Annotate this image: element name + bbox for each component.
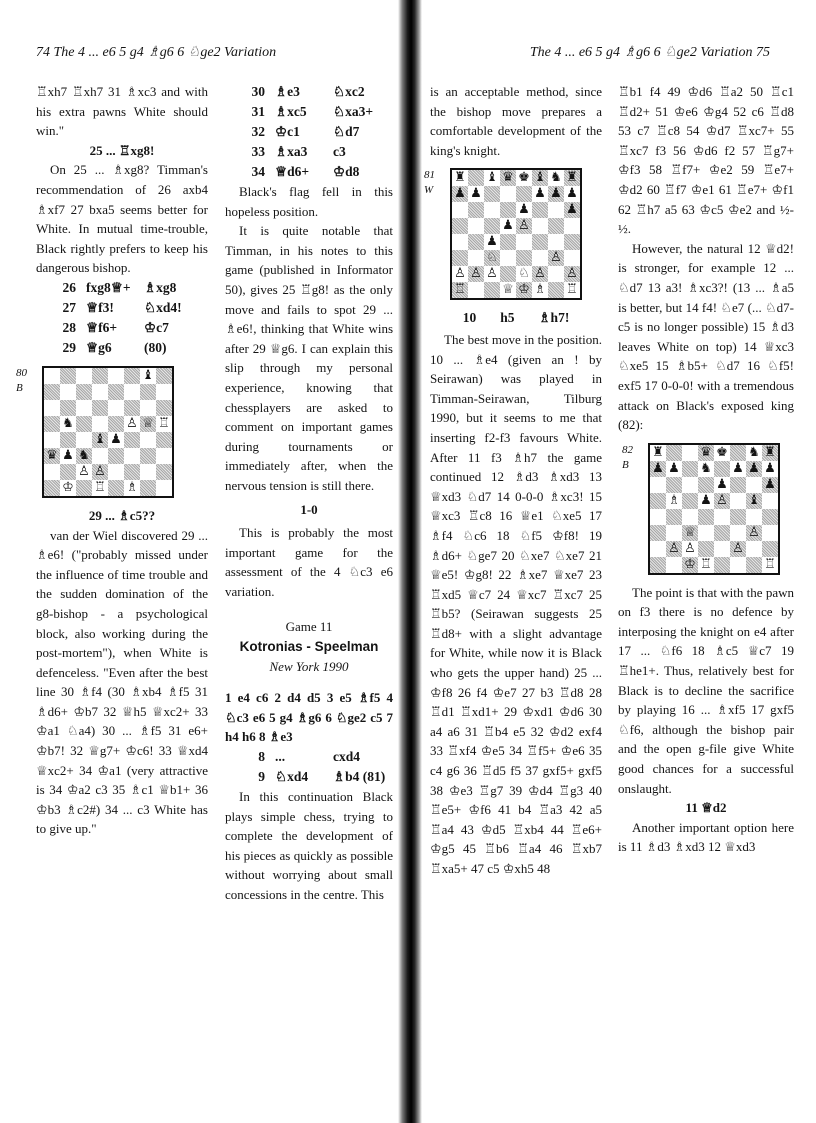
left-column-a <box>16 82 208 839</box>
paragraph: On 25 ... ♗xg8? Timman's recommendation of 26 axb4 ♗xf7 27 bxa5 seems better for White. In mutual time-trouble, Black rightly prefers to keep his dangerous bishop. <box>36 162 208 276</box>
board-square <box>468 218 484 234</box>
chessboard <box>42 366 174 498</box>
chess-piece-icon: ♖ <box>698 557 714 573</box>
board-square <box>92 448 108 464</box>
move-list <box>239 82 393 182</box>
paragraph: ♖xh7 ♖xh7 31 ♗xc3 and with his extra pawns White should win." <box>36 84 208 139</box>
chess-piece-icon: ♙ <box>548 250 564 266</box>
chess-diagram-80 <box>16 366 208 498</box>
board-square <box>730 509 746 525</box>
board-square <box>548 218 564 234</box>
board-square <box>666 445 682 461</box>
chess-piece-icon: ♗ <box>666 493 682 509</box>
chess-piece-icon: ♔ <box>60 480 76 496</box>
chessboard <box>648 443 780 575</box>
chess-piece-icon: ♘ <box>516 266 532 282</box>
board-square <box>682 477 698 493</box>
chess-piece-icon: ♟ <box>698 493 714 509</box>
board-square <box>452 250 468 266</box>
chess-piece-icon: ♙ <box>666 541 682 557</box>
chess-piece-icon: ♞ <box>60 416 76 432</box>
chess-piece-icon: ♖ <box>762 557 778 573</box>
board-square <box>108 464 124 480</box>
chess-piece-icon: ♝ <box>532 170 548 186</box>
chess-piece-icon: ♘ <box>484 250 500 266</box>
chessboard <box>450 168 582 300</box>
chess-piece-icon: ♜ <box>762 445 778 461</box>
board-square <box>108 400 124 416</box>
board-square <box>108 480 124 496</box>
board-square <box>698 509 714 525</box>
board-square <box>44 400 60 416</box>
board-square <box>60 368 76 384</box>
board-square <box>60 464 76 480</box>
game-header <box>225 617 393 676</box>
board-square <box>60 384 76 400</box>
chess-piece-icon: ♟ <box>468 186 484 202</box>
move-row: 27 ♕f3! ♘xd4! <box>62 299 182 315</box>
board-square <box>746 541 762 557</box>
paragraph: However, the natural 12 ♕d2! is stronger, for example 12 ... ♘d7 13 a3! ♗xc3?! (13 ... ♗a5 is better, but 14 f4! ♘e7 (... ♘d7-c5 is no longer possible) 15 ♗d3 leaves White on top) 14 ♕xc3 ♘xe5 15 ♗b5+ ♘d7 16 ♘f5! exf5 17 0-0-0! with a tremendous attack on Black's exposed king (82): <box>618 240 794 433</box>
board-square <box>500 186 516 202</box>
diagram-label: 81 W <box>424 169 435 197</box>
move-row: 8 ... cxd4 <box>258 749 360 765</box>
board-square <box>730 445 746 461</box>
board-square <box>124 384 140 400</box>
board-square <box>682 509 698 525</box>
board-square <box>468 170 484 186</box>
board-square <box>762 509 778 525</box>
board-square <box>44 384 60 400</box>
board-square <box>532 234 548 250</box>
board-square <box>452 202 468 218</box>
board-square <box>44 480 60 496</box>
chess-piece-icon: ♙ <box>484 266 500 282</box>
chess-piece-icon: ♟ <box>564 202 580 218</box>
chess-piece-icon: ♟ <box>564 186 580 202</box>
chess-diagram-81 <box>424 168 602 300</box>
board-square <box>76 480 92 496</box>
board-square <box>108 368 124 384</box>
board-square <box>548 266 564 282</box>
chess-piece-icon: ♟ <box>516 202 532 218</box>
board-square <box>156 464 172 480</box>
chess-piece-icon: ♞ <box>548 170 564 186</box>
chess-piece-icon: ♟ <box>666 461 682 477</box>
chess-diagram-82 <box>622 443 794 575</box>
board-square <box>140 400 156 416</box>
board-square <box>44 368 60 384</box>
board-square <box>730 493 746 509</box>
move-row: 26 fxg8♕+ ♗xg8 <box>62 279 177 295</box>
chess-piece-icon: ♝ <box>484 170 500 186</box>
board-square <box>746 557 762 573</box>
chess-piece-icon: ♟ <box>484 234 500 250</box>
board-square <box>484 186 500 202</box>
chess-piece-icon: ♟ <box>108 432 124 448</box>
paragraph: ♖b1 f4 49 ♔d6 ♖a2 50 ♖c1 ♖d2+ 51 ♔e6 ♔g4 52 c6 ♖d8 53 c7 ♖c8 54 ♔d7 ♖xc7+ 55 ♖xc7 f3 56 ♔d6 f2 57 ♖g7+ ♔f3 58 ♖f7+ ♔e2 59 ♖e7+ ♔d2 60 ♖f7 ♔e1 61 ♖e7+ ♔f1 62 ♖h7 a5 63 ♔c5 ♔e2 and ½-½. <box>618 84 794 237</box>
paragraph: It is quite notable that Timman, in his notes to this game (published in Informator 50), gives 25 ♖g8! as the only move and fails to spot 29 ... ♗e6!, thinking that White wins after 29 ♕g6. I can explain this slip through my personal experience, knowing that chessplayers are asked to comment on important games during tournaments or immediately after, when the nervous tension is still there. <box>225 223 393 493</box>
board-square <box>650 493 666 509</box>
chess-piece-icon: ♟ <box>714 477 730 493</box>
move-row: 30 ♗e3 ♘xc2 <box>251 84 365 99</box>
board-square <box>140 448 156 464</box>
chess-piece-icon: ♞ <box>746 445 762 461</box>
move-row: 34 ♕d6+ ♔d8 <box>251 164 360 179</box>
board-square <box>714 525 730 541</box>
chess-piece-icon: ♟ <box>548 186 564 202</box>
board-square <box>666 509 682 525</box>
game-players: Kotronias - Speelman <box>239 639 379 655</box>
board-square <box>746 509 762 525</box>
chess-piece-icon: ♙ <box>468 266 484 282</box>
board-square <box>124 368 140 384</box>
paragraph: Another important option here is 11 ♗d3 ♗xd3 12 ♕xd3 <box>618 819 794 855</box>
right-column-a <box>424 82 602 879</box>
board-square <box>516 186 532 202</box>
board-square <box>516 250 532 266</box>
board-square <box>140 384 156 400</box>
chess-piece-icon: ♚ <box>516 170 532 186</box>
game-result: 1-0 <box>300 501 318 517</box>
board-square <box>682 445 698 461</box>
board-square <box>140 464 156 480</box>
chess-piece-icon: ♟ <box>762 461 778 477</box>
move-line: 11 ♕d2 <box>685 800 727 816</box>
board-square <box>714 509 730 525</box>
left-column-b <box>225 82 393 905</box>
board-square <box>500 202 516 218</box>
move-line: 29 ... ♗c5?? <box>88 507 156 523</box>
board-square <box>564 218 580 234</box>
move-row: 33 ♗xa3 c3 <box>251 144 346 159</box>
chess-piece-icon: ♟ <box>762 477 778 493</box>
diagram-label: 82 B <box>622 443 633 471</box>
move-list <box>50 278 208 358</box>
chess-piece-icon: ♝ <box>140 368 156 384</box>
opening-moves: 1 e4 c6 2 d4 d5 3 e5 ♗f5 4 ♘c3 e6 5 g4 ♗g6 6 ♘ge2 c5 7 h4 h6 8 ♗e3 <box>225 690 393 745</box>
chess-piece-icon: ♕ <box>500 282 516 298</box>
board-square <box>500 234 516 250</box>
chess-piece-icon: ♞ <box>698 461 714 477</box>
board-square <box>564 250 580 266</box>
board-square <box>484 282 500 298</box>
chess-piece-icon: ♖ <box>156 416 172 432</box>
chess-piece-icon: ♗ <box>124 480 140 496</box>
paragraph: is an acceptable method, since the bishop move prepares a comfortable development of the king's knight. <box>430 84 602 158</box>
board-square <box>650 509 666 525</box>
chess-piece-icon: ♗ <box>532 282 548 298</box>
board-square <box>762 541 778 557</box>
right-column-b <box>618 82 794 857</box>
board-square <box>60 432 76 448</box>
board-square <box>452 234 468 250</box>
board-square <box>500 250 516 266</box>
chess-piece-icon: ♙ <box>746 525 762 541</box>
diagram-caption-move: 10 h5 ♗h7! <box>462 310 570 326</box>
move-row: 29 ♕g6 (80) <box>62 339 167 355</box>
board-square <box>156 432 172 448</box>
chess-piece-icon: ♙ <box>730 541 746 557</box>
chess-piece-icon: ♖ <box>92 480 108 496</box>
board-square <box>532 218 548 234</box>
board-square <box>682 493 698 509</box>
board-square <box>44 432 60 448</box>
board-square <box>548 282 564 298</box>
board-square <box>532 202 548 218</box>
board-square <box>44 416 60 432</box>
board-square <box>746 477 762 493</box>
board-square <box>484 218 500 234</box>
board-square <box>650 477 666 493</box>
board-square <box>156 400 172 416</box>
board-square <box>762 525 778 541</box>
board-square <box>140 432 156 448</box>
board-square <box>714 541 730 557</box>
chess-piece-icon: ♟ <box>746 461 762 477</box>
board-square <box>140 480 156 496</box>
board-square <box>108 384 124 400</box>
board-square <box>108 416 124 432</box>
chess-piece-icon: ♟ <box>452 186 468 202</box>
board-square <box>60 400 76 416</box>
chess-piece-icon: ♙ <box>76 464 92 480</box>
move-row: 28 ♕f6+ ♔c7 <box>62 319 169 335</box>
board-square <box>666 557 682 573</box>
chess-piece-icon: ♕ <box>140 416 156 432</box>
left-page <box>0 0 402 1123</box>
board-square <box>682 461 698 477</box>
board-square <box>650 557 666 573</box>
board-square <box>548 202 564 218</box>
chess-piece-icon: ♟ <box>532 186 548 202</box>
chess-piece-icon: ♝ <box>92 432 108 448</box>
chess-piece-icon: ♛ <box>44 448 60 464</box>
board-square <box>484 202 500 218</box>
board-square <box>468 282 484 298</box>
board-square <box>516 234 532 250</box>
board-square <box>124 400 140 416</box>
board-square <box>650 525 666 541</box>
chess-piece-icon: ♟ <box>500 218 516 234</box>
board-square <box>468 250 484 266</box>
diagram-label: 80 B <box>16 366 27 394</box>
chess-piece-icon: ♜ <box>564 170 580 186</box>
board-square <box>698 541 714 557</box>
game-place: New York 1990 <box>269 658 349 674</box>
board-square <box>698 477 714 493</box>
game-title: Game 11 <box>285 619 333 635</box>
paragraph: van der Wiel discovered 29 ... ♗e6! ("probably missed under the influence of time trouble and the sudden domination of the g8-bishop - a psychological block, also working during the post-mortem"), when White is defenceless. "Even after the best line 30 ♗f4 (30 ♗xb4 ♗f5 31 ♗d6+ ♔b7 32 ♕h5 ♕xc2+ 33 ♔a1 ♘a4) 30 ... ♗f5 31 e6+ ♔b7! 32 ♕g7+ ♔c6! 33 ♕xd4 ♕xc2+ 34 ♔a1 (very attractive is 34 ♔a2 c3 35 ♗c1 ♕b1+ 36 ♔b3 ♗c2#) 34 ... c3 White has to give up." <box>36 527 208 837</box>
board-square <box>500 266 516 282</box>
board-square <box>92 368 108 384</box>
board-square <box>92 416 108 432</box>
move-row: 9 ♘xd4 ♗b4 (81) <box>258 769 386 785</box>
chess-piece-icon: ♟ <box>650 461 666 477</box>
chess-piece-icon: ♖ <box>452 282 468 298</box>
move-row: 31 ♗xc5 ♘xa3+ <box>251 104 374 119</box>
board-square <box>156 480 172 496</box>
board-square <box>76 400 92 416</box>
board-square <box>156 368 172 384</box>
board-square <box>76 432 92 448</box>
board-square <box>714 557 730 573</box>
board-square <box>92 400 108 416</box>
chess-piece-icon: ♟ <box>60 448 76 464</box>
board-square <box>108 448 124 464</box>
board-square <box>714 461 730 477</box>
chess-piece-icon: ♙ <box>92 464 108 480</box>
board-square <box>762 493 778 509</box>
move-row: 32 ♔c1 ♘d7 <box>251 124 360 139</box>
board-square <box>730 557 746 573</box>
chess-piece-icon: ♙ <box>124 416 140 432</box>
board-square <box>156 384 172 400</box>
board-square <box>548 234 564 250</box>
board-square <box>76 416 92 432</box>
right-page <box>414 0 816 1123</box>
board-square <box>124 432 140 448</box>
board-square <box>666 477 682 493</box>
board-square <box>452 218 468 234</box>
board-square <box>666 525 682 541</box>
running-head-left: 74 The 4 ... e6 5 g4 ♗g6 6 ♘ge2 Variation <box>36 45 277 60</box>
chess-piece-icon: ♙ <box>564 266 580 282</box>
chess-piece-icon: ♞ <box>76 448 92 464</box>
chess-piece-icon: ♖ <box>564 282 580 298</box>
chess-piece-icon: ♚ <box>714 445 730 461</box>
chess-piece-icon: ♝ <box>746 493 762 509</box>
board-square <box>124 448 140 464</box>
paragraph: The best move in the position. 10 ... ♗e4 (given an ! by Seirawan) was played in Timman-Seirawan, Tilburg 1990, but it seems to me that inserting f2-f3 favours White. After 11 f3 ♗h7 the game continued 12 ♗d3 ♗xd3 13 ♕xd3 ♘d7 14 0-0-0 ♗xc3! 15 ♕xc3 ♖c8 16 ♕e1 ♘xe5 17 ♗f4 ♘c6 18 ♘f5 ♔f8! 19 ♗d6+ ♘ge7 20 ♘xe7 ♘xe7 21 ♕e5! ♔g8! 22 ♗xe7 ♕xe7 23 ♖xd5 ♕c7 24 ♕xc7 ♖xc7 25 ♖b5? (Seirawan suggests 25 ♖d8+ with a slight advantage for White, while now it is Black who gets the upper hand) 25 ... ♔f8 26 f4 ♔e7 27 b3 ♖d8 28 ♖d1 ♖xd1+ 29 ♔xd1 ♔d6 30 a4 a6 31 ♖b4 e5 32 ♔d2 exf4 33 ♖xf4 ♔e5 34 ♖f5+ ♔e6 35 c4 g6 36 ♖d5 f5 37 gxf5+ gxf5 38 ♔e3 ♖g7 39 ♔d4 ♖g3 40 ♖e5+ ♔f6 41 b4 ♖a3 42 a5 ♖a4 43 ♔d5 ♖xb4 44 ♖e6+ ♔g5 45 ♖b6 ♖a4 46 ♖xb7 ♖xa5+ 47 c5 ♔xh5 48 <box>430 331 602 876</box>
board-square <box>650 541 666 557</box>
chess-piece-icon: ♜ <box>650 445 666 461</box>
chess-piece-icon: ♙ <box>682 541 698 557</box>
chess-piece-icon: ♙ <box>714 493 730 509</box>
chess-piece-icon: ♕ <box>682 525 698 541</box>
board-square <box>730 525 746 541</box>
board-square <box>92 384 108 400</box>
chess-piece-icon: ♔ <box>682 557 698 573</box>
running-head-right: The 4 ... e6 5 g4 ♗g6 6 ♘ge2 Variation 75 <box>529 45 770 60</box>
chess-piece-icon: ♛ <box>500 170 516 186</box>
chess-piece-icon: ♙ <box>516 218 532 234</box>
paragraph: In this continuation Black plays simple chess, trying to complete the development of his pieces as quickly as possible without worrying about small concessions in the centre. This <box>225 789 393 902</box>
chess-piece-icon: ♔ <box>516 282 532 298</box>
board-square <box>698 525 714 541</box>
board-square <box>468 202 484 218</box>
chess-piece-icon: ♟ <box>730 461 746 477</box>
chess-piece-icon: ♜ <box>452 170 468 186</box>
paragraph: Black's flag fell in this hopeless position. <box>225 184 393 219</box>
board-square <box>44 464 60 480</box>
move-line: 25 ... ♖xg8! <box>89 142 155 158</box>
move-list <box>239 747 393 787</box>
board-square <box>468 234 484 250</box>
chess-piece-icon: ♙ <box>532 266 548 282</box>
board-square <box>532 250 548 266</box>
paragraph: This is probably the most important game for the assessment of the 4 ♘c3 e6 variation. <box>225 525 393 599</box>
board-square <box>124 464 140 480</box>
board-square <box>564 234 580 250</box>
board-square <box>76 384 92 400</box>
board-square <box>76 368 92 384</box>
board-square <box>156 448 172 464</box>
paragraph: The point is that with the pawn on f3 there is no defence by interposing the knight on e4 after 17 ... ♘f6 18 ♗c5 ♕c7 19 ♖he1+. Thus, relatively best for Black is to decline the sacrifice by playing 16 ... ♗xf5 17 gxf5 ♘f6, although the bishop pair and the open g-file give White good chances for a successful onslaught. <box>618 584 794 796</box>
board-square <box>730 477 746 493</box>
chess-piece-icon: ♙ <box>452 266 468 282</box>
chess-piece-icon: ♛ <box>698 445 714 461</box>
